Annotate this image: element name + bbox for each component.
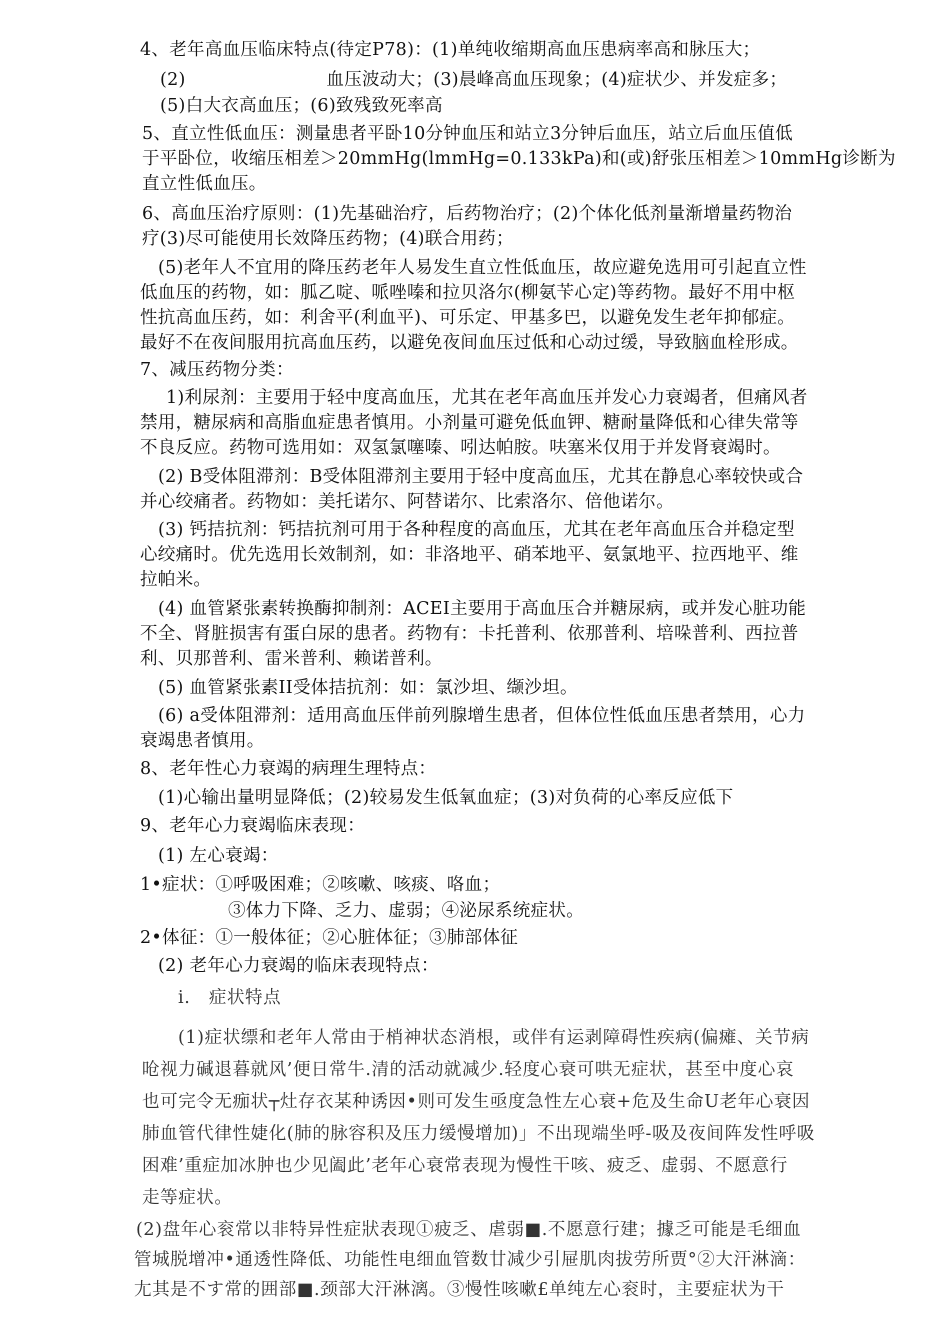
text-line: 疗(3)尽可能使用长效降压药物；(4)联合用药；	[142, 229, 514, 249]
text-line: (5)白大衣高血压；(6)致残致死率高	[160, 96, 443, 116]
text-line: 于平卧位，收缩压相差＞20mmHg(lmmHg=0.133kPa)和(或)舒张压相差＞10mmHg诊断为	[142, 149, 896, 169]
text-line: 走等症状。	[142, 1188, 233, 1208]
text-line: 9、老年心力衰竭临床表现：	[140, 816, 366, 836]
text-line: 最好不在夜间服用抗高血压药，以避免夜间血压过低和心动过缓，导致脑血栓形成。	[140, 333, 799, 353]
text-line: (1)心输出量明显降低；(2)较易发生低氧血症；(3)对负荷的心率反应低下	[158, 788, 734, 808]
text-line: 衰竭患者慎用。	[140, 731, 265, 751]
text-line: 困难’重症加冰肿也少见阖此’老年心衰常表现为慢性干咳、疲乏、虚弱、不愿意行	[142, 1156, 788, 1176]
text-line: (2)盘年心衮常以非特异性症狀表现①疲乏、虐弱■.不愿意行建；據乏可能是毛细血	[136, 1220, 802, 1240]
text-line: 并心绞痛者。药物如：美托诺尔、阿替诺尔、比索洛尔、倍他诺尔。	[140, 492, 674, 512]
text-line: (5)老年人不宜用的降压药老年人易发生直立性低血压，故应避免选用可引起直立性	[158, 258, 807, 278]
text-line: 1)利尿剂：主要用于轻中度高血压，尤其在老年高血压并发心力衰竭者，但痛风者	[166, 388, 808, 408]
text-line: 4、老年高血压临床特点(待定P78)：(1)单纯收缩期高血压患病率高和脉压大；	[140, 40, 761, 60]
text-line: 管城脱增冲•通透性降低、功能性电细血管数廿减少引屉肌肉拔劳所贾°②大汗淋滴：	[134, 1250, 806, 1270]
text-line: 利、贝那普利、雷米普利、赖诺普利。	[140, 649, 443, 669]
text-line: i. 症状特点	[178, 988, 282, 1008]
text-line: 拉帕米。	[140, 570, 212, 590]
text-line: 肺血管代律性婕化(肺的脉容积及压力缓慢增加)」不出现端坐呼-吸及夜间阵发性呼吸	[142, 1124, 815, 1144]
text-line: 性抗高血压药，如：利舍平(利血平)、可乐定、甲基多巴，以避免发生老年抑郁症。	[140, 308, 796, 328]
text-line: 6、高血压治疗原则：(1)先基础治疗，后药物治疗；(2)个体化低剂量渐增量药物治	[142, 204, 793, 224]
text-line: 心绞痛时。优先选用长效制剂，如：非洛地平、硝苯地平、氨氯地平、拉西地平、维	[140, 545, 799, 565]
text-line: (3) 钙拮抗剂：钙拮抗剂可用于各种程度的高血压，尤其在老年高血压合并稳定型	[158, 520, 795, 540]
text-line: (5) 血管紧张素II受体拮抗剂：如：氯沙坦、缬沙坦。	[158, 678, 578, 698]
text-line: 1•症状：①呼吸困难；②咳嗽、咳痰、咯血；	[140, 875, 501, 895]
text-line: 直立性低血压。	[142, 174, 267, 194]
text-line: 禁用，糖尿病和高脂血症患者慎用。小剂量可避免低血钾、糖耐量降低和心律失常等	[140, 413, 799, 433]
text-line: (1)症状缥和老年人常由于梢神状态消根，或伴有运剥障碍性疾病(偏瘫、关节病	[178, 1028, 810, 1048]
text-line: (2) 血压波动大；(3)晨峰高血压现象；(4)症状少、并发症多；	[160, 70, 788, 90]
text-line: 2•体征：①一般体征；②心脏体征；③肺部体征	[140, 928, 519, 948]
text-line: 不全、肾脏损害有蛋白尿的患者。药物有：卡托普利、依那普利、培哚普利、西拉普	[140, 624, 799, 644]
text-line: 呛视力碱退暮就风’便日常牛.清的活动就减少.轻度心衰可哄无症状，甚至中度心哀	[142, 1060, 794, 1080]
text-line: 7、减压药物分类：	[140, 360, 294, 380]
text-line: (6) a受体阻滞剂：适用高血压伴前列腺增生患者，但体位性低血压患者禁用，心力	[158, 706, 806, 726]
text-line: 5、直立性低血压：测量患者平卧10分钟血压和站立3分钟后血压，站立后血压值低	[142, 124, 793, 144]
text-line: (4) 血管紧张素转换酶抑制剂：ACEI主要用于高血压合并糖尿病，或并发心脏功能	[158, 599, 807, 619]
text-line: 也可完令无痂状┬灶存衣某种诱因•则可发生亟度急性左心衰+危及生命U老年心衰因	[142, 1092, 811, 1112]
text-line: 低血压的药物，如：胍乙啶、哌唑嗪和拉贝洛尔(柳氨苄心定)等药物。最好不用中枢	[140, 283, 796, 303]
text-line: (1) 左心衰竭：	[158, 846, 279, 866]
text-line: (2) B受体阻滞剂：B受体阻滞剂主要用于轻中度高血压，尤其在静息心率较快或合	[158, 467, 804, 487]
text-line: 不良反应。药物可选用如：双氢氯噻嗪、吲达帕胺。呋塞米仅用于并发肾衰竭时。	[140, 438, 781, 458]
text-line: 8、老年性心力衰竭的病理生理特点：	[140, 759, 437, 779]
text-line: ③体力下降、乏力、虚弱；④泌尿系统症状。	[228, 901, 584, 921]
text-line: 尢其是不す常的囲部■.颈部大汗淋漓。③慢性咳嗽£单纯左心衮时，主要症状为干	[134, 1280, 785, 1300]
text-line: (2) 老年心力衰竭的临床表现特点：	[158, 956, 439, 976]
